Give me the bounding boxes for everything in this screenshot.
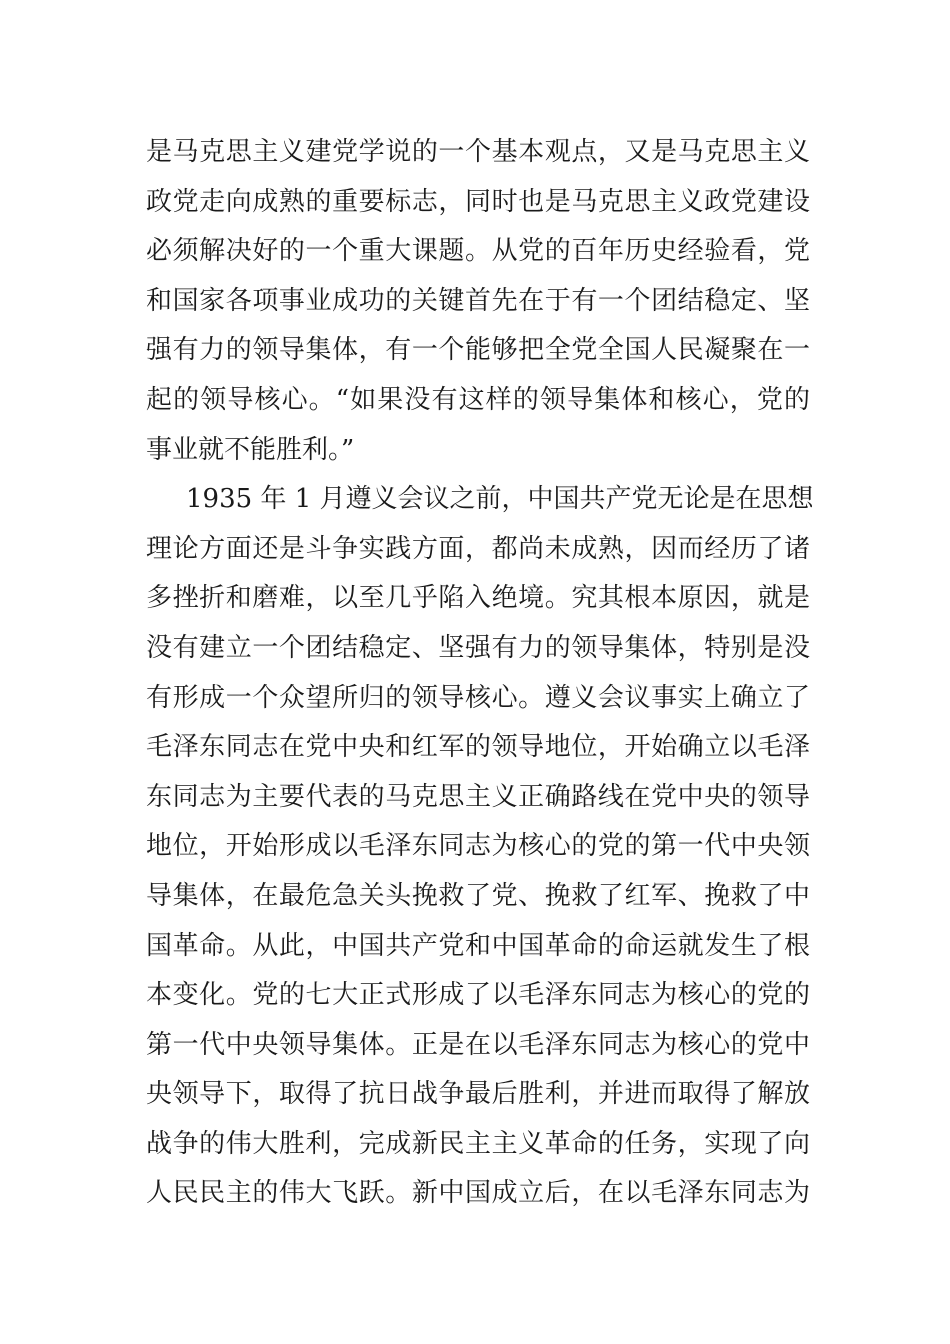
text-line: 第一代中央领导集体。正是在以毛泽东同志为核心的党中 [146,1029,810,1060]
text-line: 本变化。党的七大正式形成了以毛泽东同志为核心的党的 [146,980,810,1011]
text-line: 和国家各项事业成功的关键首先在于有一个团结稳定、坚 [146,285,810,316]
text-line: 有形成一个众望所归的领导核心。遵义会议事实上确立了 [146,682,810,713]
text-line: 是马克思主义建党学说的一个基本观点，又是马克思主义 [146,137,810,167]
text-line: 央领导下，取得了抗日战争最后胜利，并进而取得了解放 [146,1079,810,1110]
body-text [146,128,814,1219]
text-line: 导集体，在最危急关头挽救了党、挽救了红军、挽救了中 [146,880,810,911]
text-line: 多挫折和磨难，以至几乎陷入绝境。究其根本原因，就是 [146,583,810,614]
text-line: 东同志为主要代表的马克思主义正确路线在党中央的领导 [146,781,810,812]
text-line: 战争的伟大胜利，完成新民主主义革命的任务，实现了向 [146,1128,810,1159]
text-line: 起的领导核心。“如果没有这样的领导集体和核心，党的 [146,384,810,415]
text-line: 国革命。从此，中国共产党和中国革命的命运就发生了根 [146,930,810,961]
text-line: 人民民主的伟大飞跃。新中国成立后，在以毛泽东同志为 [146,1178,810,1209]
text-line: 1935 年 1 月遵义会议之前，中国共产党无论是在思想 [186,484,814,515]
text-line: 理论方面还是斗争实践方面，都尚未成熟，因而经历了诸 [146,533,810,564]
text-line: 政党走向成熟的重要标志，同时也是马克思主义政党建设 [146,186,810,217]
text-line: 事业就不能胜利。” [146,434,355,465]
paragraph-2 [146,475,814,1219]
text-line: 必须解决好的一个重大课题。从党的百年历史经验看，党 [146,236,810,267]
text-line: 没有建立一个团结稳定、坚强有力的领导集体，特别是没 [146,632,810,663]
text-line: 强有力的领导集体，有一个能够把全党全国人民凝聚在一 [146,335,810,366]
text-line: 毛泽东同志在党中央和红军的领导地位，开始确立以毛泽 [146,732,810,763]
paragraph-1 [146,128,810,475]
text-line: 地位，开始形成以毛泽东同志为核心的党的第一代中央领 [146,831,810,862]
